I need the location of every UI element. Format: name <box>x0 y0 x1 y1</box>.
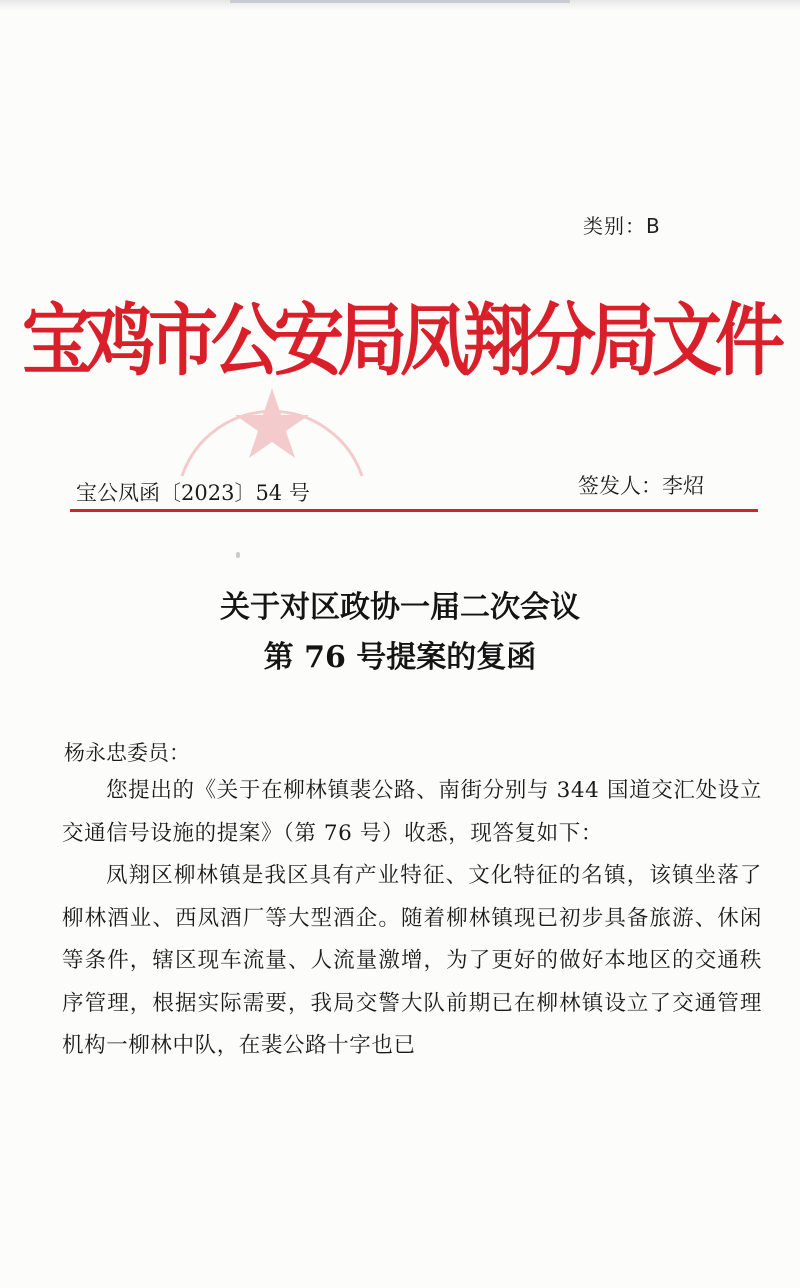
paragraph-2: 凤翔区柳林镇是我区具有产业特征、文化特征的名镇，该镇坐落了柳林酒业、西凤酒厂等大型酒企。随着柳林镇现已初步具备旅游、休闲等条件，辖区现车流量、人流量激增，为了更好的做好本地区的交通秩序管理，根据实际需要，我局交警大队前期已在柳林镇设立了交通管理机构一柳林中队，在裴公路十字也已 <box>62 863 762 1058</box>
category-label: 类别：B <box>583 214 661 238</box>
title-line-2: 第 76 号提案的复函 <box>263 640 537 675</box>
scan-speck <box>236 552 240 558</box>
document-title <box>0 583 800 683</box>
document-header-title: 宝鸡市公安局凤翔分局文件 <box>22 293 778 387</box>
scan-artifact <box>230 0 570 3</box>
title-line-1: 关于对区政协一届二次会议 <box>220 590 580 625</box>
body-text <box>62 770 762 1068</box>
star-seal-icon <box>172 358 372 478</box>
issuer-signature: 签发人：李炤 <box>578 474 704 498</box>
document-number: 宝公凤函〔2023〕54 号 <box>76 481 310 505</box>
red-divider-line <box>70 509 758 512</box>
paragraph-1: 您提出的《关于在柳林镇裴公路、南街分别与 344 国道交汇处设立交通信号设施的提案》（第 76 号）收悉，现答复如下： <box>62 778 762 846</box>
salutation: 杨永忠委员： <box>64 741 190 765</box>
